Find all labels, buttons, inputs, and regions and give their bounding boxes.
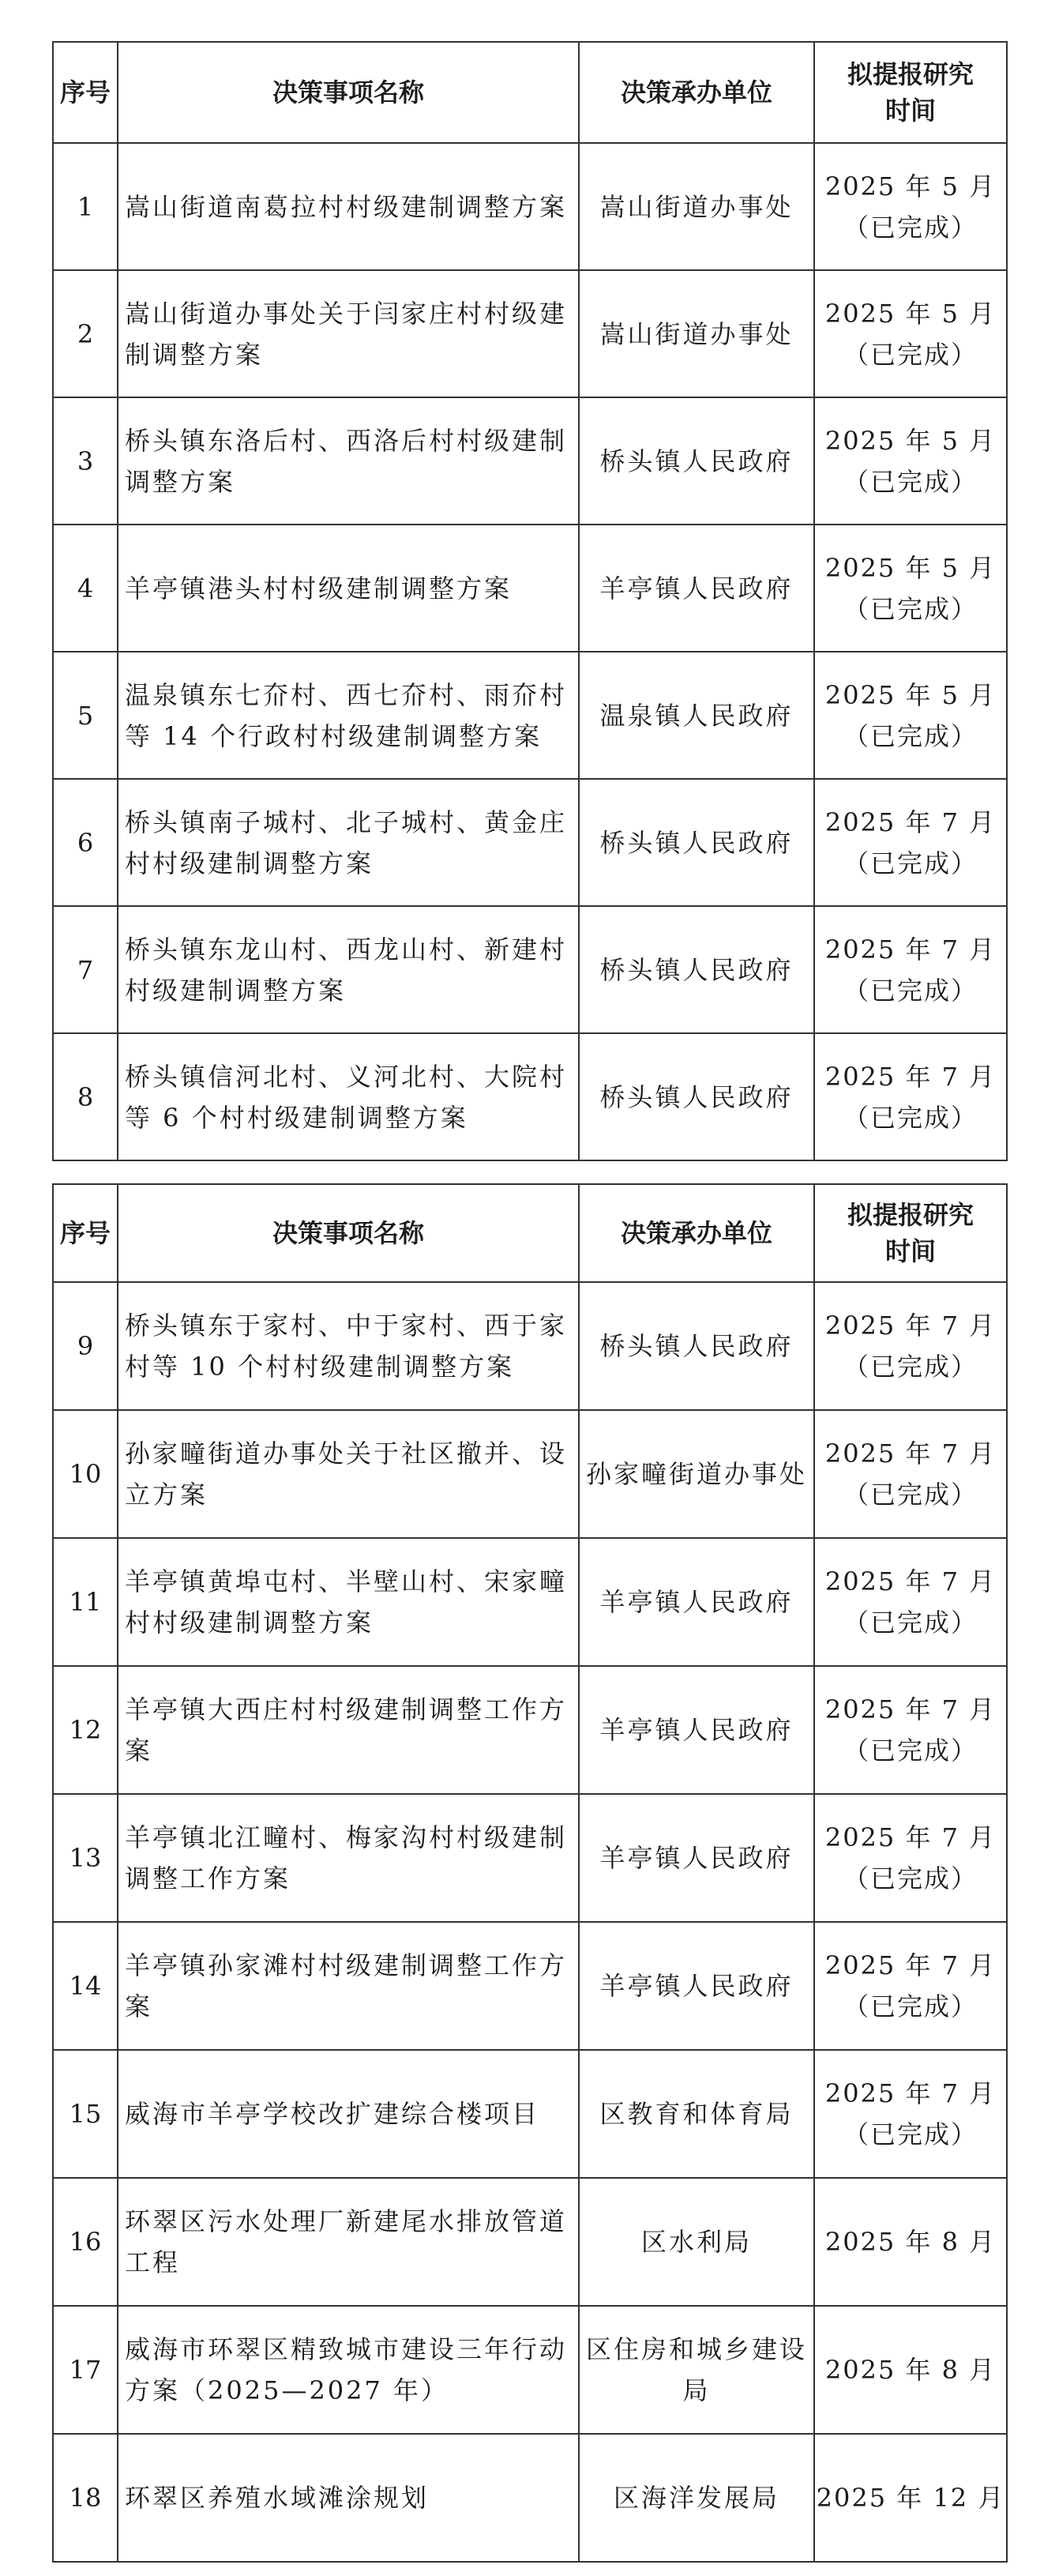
row-unit: 桥头镇人民政府 [579,779,814,906]
row-status: （已完成） [843,1863,978,1893]
row-time: 2025 年 8 月 [824,2227,997,2257]
row-unit: 区海洋发展局 [579,2434,814,2562]
row-status: （已完成） [843,1736,978,1766]
row-time: 2025 年 5 月 [824,425,997,456]
row-item-name: 桥头镇东洛后村、西洛后村村级建制调整方案 [118,397,579,525]
row-number: 7 [53,906,118,1033]
row-time: 2025 年 8 月 [824,2355,997,2385]
row-number: 12 [53,1666,118,1794]
table-row [53,1666,1007,1794]
row-unit: 孙家疃街道办事处 [579,1410,814,1538]
row-item-name: 桥头镇东于家村、中于家村、西于家村等 10 个村村级建制调整方案 [118,1282,579,1410]
row-item-name: 嵩山街道办事处关于闫家庄村村级建制调整方案 [118,270,579,397]
row-item-name: 环翠区污水处理厂新建尾水排放管道工程 [118,2178,579,2306]
table-row [53,2178,1007,2306]
header-time: 拟提报研究时间 [814,42,1007,143]
row-status: （已完成） [843,593,978,624]
row-unit: 桥头镇人民政府 [579,397,814,525]
row-number: 8 [53,1033,118,1160]
header-item-name: 决策事项名称 [118,42,579,143]
row-time-cell [814,1922,1007,2050]
row-time-cell [814,2306,1007,2434]
row-number: 6 [53,779,118,906]
table-row [53,143,1007,270]
row-unit: 嵩山街道办事处 [579,270,814,397]
row-item-name: 环翠区养殖水域滩涂规划 [118,2434,579,2562]
row-unit: 羊亭镇人民政府 [579,1666,814,1794]
row-time-cell [814,1794,1007,1922]
table-row [53,2434,1007,2562]
row-unit: 羊亭镇人民政府 [579,1794,814,1922]
row-time: 2025 年 7 月 [824,934,997,965]
row-time: 2025 年 5 月 [824,552,997,583]
row-status: （已完成） [843,339,978,370]
table-row [53,270,1007,397]
row-item-name: 桥头镇东龙山村、西龙山村、新建村村级建制调整方案 [118,906,579,1033]
row-unit: 区住房和城乡建设局 [579,2306,814,2434]
row-time-cell [814,143,1007,270]
row-time-cell [814,2050,1007,2178]
row-time: 2025 年 7 月 [824,1311,997,1341]
row-time: 2025 年 7 月 [824,1566,997,1596]
table-row [53,525,1007,652]
row-unit: 区水利局 [579,2178,814,2306]
row-status: （已完成） [843,848,978,878]
row-unit: 桥头镇人民政府 [579,1282,814,1410]
row-number: 16 [53,2178,118,2306]
row-time-cell [814,1410,1007,1538]
table-body-part-2 [53,1282,1007,2562]
table-row [53,2050,1007,2178]
row-time-cell [814,2434,1007,2562]
table-row [53,1922,1007,2050]
row-number: 14 [53,1922,118,2050]
table-header-row [53,1184,1007,1282]
row-time: 2025 年 7 月 [824,2078,997,2108]
table-row [53,906,1007,1033]
row-item-name: 羊亭镇大西庄村村级建制调整工作方案 [118,1666,579,1794]
row-time: 2025 年 5 月 [824,298,997,329]
row-time: 2025 年 7 月 [824,1694,997,1724]
row-time: 2025 年 5 月 [824,171,997,201]
row-status: （已完成） [843,975,978,1006]
table-header-row [53,42,1007,143]
row-item-name: 威海市环翠区精致城市建设三年行动方案（2025—2027 年） [118,2306,579,2434]
row-unit: 区教育和体育局 [579,2050,814,2178]
row-time-cell [814,906,1007,1033]
row-status: （已完成） [843,2119,978,2149]
row-time: 2025 年 7 月 [824,1822,997,1852]
row-time-cell [814,1033,1007,1160]
row-unit: 桥头镇人民政府 [579,1033,814,1160]
row-item-name: 羊亭镇黄埠屯村、半壁山村、宋家疃村村级建制调整方案 [118,1538,579,1666]
row-number: 11 [53,1538,118,1666]
table-row [53,397,1007,525]
table-row [53,2306,1007,2434]
row-item-name: 温泉镇东七夼村、西七夼村、雨夼村等 14 个行政村村级建制调整方案 [118,652,579,779]
row-number: 18 [53,2434,118,2562]
row-unit: 羊亭镇人民政府 [579,1922,814,2050]
row-time-cell [814,779,1007,906]
row-time: 2025 年 7 月 [824,1950,997,1980]
row-number: 9 [53,1282,118,1410]
row-status: （已完成） [843,1102,978,1133]
row-number: 13 [53,1794,118,1922]
row-status: （已完成） [843,720,978,751]
row-number: 10 [53,1410,118,1538]
row-status: （已完成） [843,1991,978,2021]
row-status: （已完成） [843,1480,978,1510]
table-row [53,1282,1007,1410]
row-item-name: 孙家疃街道办事处关于社区撤并、设立方案 [118,1410,579,1538]
row-unit: 嵩山街道办事处 [579,143,814,270]
header-unit: 决策承办单位 [579,42,814,143]
row-status: （已完成） [843,1608,978,1638]
row-number: 17 [53,2306,118,2434]
decision-table-part-1 [52,41,1008,1161]
row-time-cell [814,397,1007,525]
row-time-cell [814,652,1007,779]
table-row [53,1410,1007,1538]
row-status: （已完成） [843,1352,978,1382]
row-unit: 温泉镇人民政府 [579,652,814,779]
header-number: 序号 [53,1184,118,1282]
row-unit: 桥头镇人民政府 [579,906,814,1033]
row-item-name: 羊亭镇港头村村级建制调整方案 [118,525,579,652]
row-number: 1 [53,143,118,270]
row-item-name: 桥头镇南子城村、北子城村、黄金庄村村级建制调整方案 [118,779,579,906]
row-item-name: 羊亭镇孙家滩村村级建制调整工作方案 [118,1922,579,2050]
row-status: （已完成） [843,212,978,243]
table-row [53,652,1007,779]
row-unit: 羊亭镇人民政府 [579,525,814,652]
row-time: 2025 年 12 月 [816,2483,1005,2513]
row-number: 15 [53,2050,118,2178]
row-unit: 羊亭镇人民政府 [579,1538,814,1666]
row-time: 2025 年 7 月 [824,1061,997,1092]
row-time-cell [814,270,1007,397]
header-item-name: 决策事项名称 [118,1184,579,1282]
row-time: 2025 年 7 月 [824,807,997,837]
table-row [53,779,1007,906]
decision-table-part-2 [52,1183,1008,2563]
row-number: 2 [53,270,118,397]
row-number: 4 [53,525,118,652]
table-body-part-1 [53,143,1007,1160]
row-item-name: 桥头镇信河北村、义河北村、大院村等 6 个村村级建制调整方案 [118,1033,579,1160]
row-number: 5 [53,652,118,779]
row-time-cell [814,1538,1007,1666]
table-row [53,1033,1007,1160]
row-status: （已完成） [843,466,978,497]
row-item-name: 嵩山街道南葛拉村村级建制调整方案 [118,143,579,270]
row-time-cell [814,525,1007,652]
row-time: 2025 年 7 月 [824,1438,997,1469]
row-number: 3 [53,397,118,525]
table-row [53,1794,1007,1922]
header-time: 拟提报研究时间 [814,1184,1007,1282]
row-time: 2025 年 5 月 [824,679,997,710]
table-row [53,1538,1007,1666]
header-number: 序号 [53,42,118,143]
row-time-cell [814,1666,1007,1794]
row-time-cell [814,1282,1007,1410]
header-unit: 决策承办单位 [579,1184,814,1282]
row-item-name: 威海市羊亭学校改扩建综合楼项目 [118,2050,579,2178]
row-time-cell [814,2178,1007,2306]
row-item-name: 羊亭镇北江疃村、梅家沟村村级建制调整工作方案 [118,1794,579,1922]
